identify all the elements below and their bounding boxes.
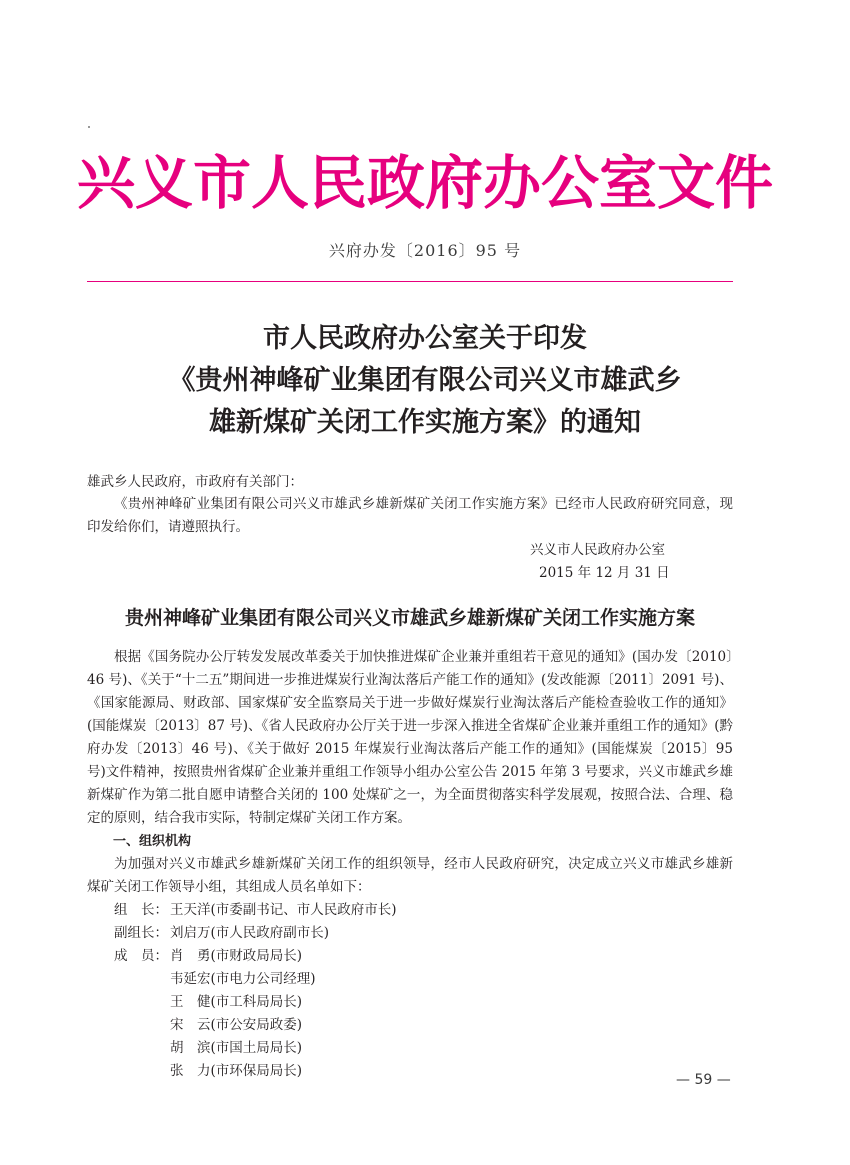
member-person: 肖 勇(市财政局局长) (170, 948, 303, 964)
notice-title-line: 《贵州神峰矿业集团有限公司兴义市雄武乡 (168, 365, 682, 396)
member-person: 刘启万(市人民政府副市长) (170, 925, 330, 941)
member-row (87, 899, 733, 922)
document-number: 兴府办发〔2016〕95 号 (328, 241, 522, 260)
member-person: 王 健(市工科局局长) (170, 994, 303, 1010)
plan-intro-paragraph: 根据《国务院办公厅转发发展改革委关于加快推进煤矿企业兼并重组若干意见的通知》(国办发〔2010〕46 号)、《关于“十二五”期间进一步推进煤炭行业淘汰落后产能工作的通知》(发改能源〔2011〕2091 号)、《国家能源局、财政部、国家煤矿安全监察局关于进一步做好煤炭行业淘汰落后产能检查验收工作的通知》(国能煤炭〔2013〕87 号)、《省人民政府办公厅关于进一步深入推进全省煤矿企业兼并重组工作的通知》(黔府办发〔2013〕46 号)、《关于做好 2015 年煤炭行业淘汰落后产能工作的通知》(国能煤炭〔2015〕95 号)文件精神，按照贵州省煤矿企业兼并重组工作领导小组办公室公告 2015 年第 3 号要求，兴义市雄武乡雄新煤矿作为第二批自愿申请整合关闭的 100 处煤矿之一，为全面贯彻落实科学发展观，按照合法、合理、稳定的原则，结合我市实际，特制定煤矿关闭工作方案。 (87, 649, 733, 826)
member-person: 张 力(市环保局局长) (170, 1063, 303, 1079)
plan-body (87, 646, 733, 1083)
notice-title (0, 318, 850, 444)
header-divider (87, 281, 733, 282)
plan-title: 贵州神峰矿业集团有限公司兴义市雄武乡雄新煤矿关闭工作实施方案 (124, 607, 695, 629)
member-row (87, 922, 733, 945)
notice-addressee: 雄武乡人民政府，市政府有关部门： (87, 474, 303, 490)
notice-body (87, 493, 733, 539)
section-heading: 一、组织机构 (113, 834, 192, 849)
member-person: 宋 云(市公安局政委) (170, 1017, 303, 1033)
notice-title-line: 市人民政府办公室关于印发 (263, 323, 587, 354)
member-role: 组 长： (114, 902, 168, 918)
member-row (87, 945, 733, 968)
member-role: 成 员： (114, 948, 168, 964)
scan-mark (88, 126, 90, 128)
member-person: 王天洋(市委副书记、市人民政府市长) (170, 902, 397, 918)
signature-organization: 兴义市人民政府办公室 (530, 542, 665, 558)
document-header-title: 兴义市人民政府办公室文件 (76, 149, 773, 217)
member-role: 副组长： (114, 925, 168, 941)
member-person: 胡 滨(市国土局局长) (170, 1040, 303, 1056)
signature-date: 2015 年 12 月 31 日 (539, 565, 670, 581)
section-paragraph: 为加强对兴义市雄武乡雄新煤矿关闭工作的组织领导，经市人民政府研究，决定成立兴义市雄武乡雄新煤矿关闭工作领导小组，其组成人员名单如下： (87, 856, 733, 895)
member-person: 韦延宏(市电力公司经理) (170, 971, 316, 987)
page-number: — 59 — (676, 1072, 731, 1088)
notice-title-line: 雄新煤矿关闭工作实施方案》的通知 (209, 407, 641, 438)
notice-paragraph: 《贵州神峰矿业集团有限公司兴义市雄武乡雄新煤矿关闭工作实施方案》已经市人民政府研究同意，现印发给你们，请遵照执行。 (87, 496, 733, 535)
